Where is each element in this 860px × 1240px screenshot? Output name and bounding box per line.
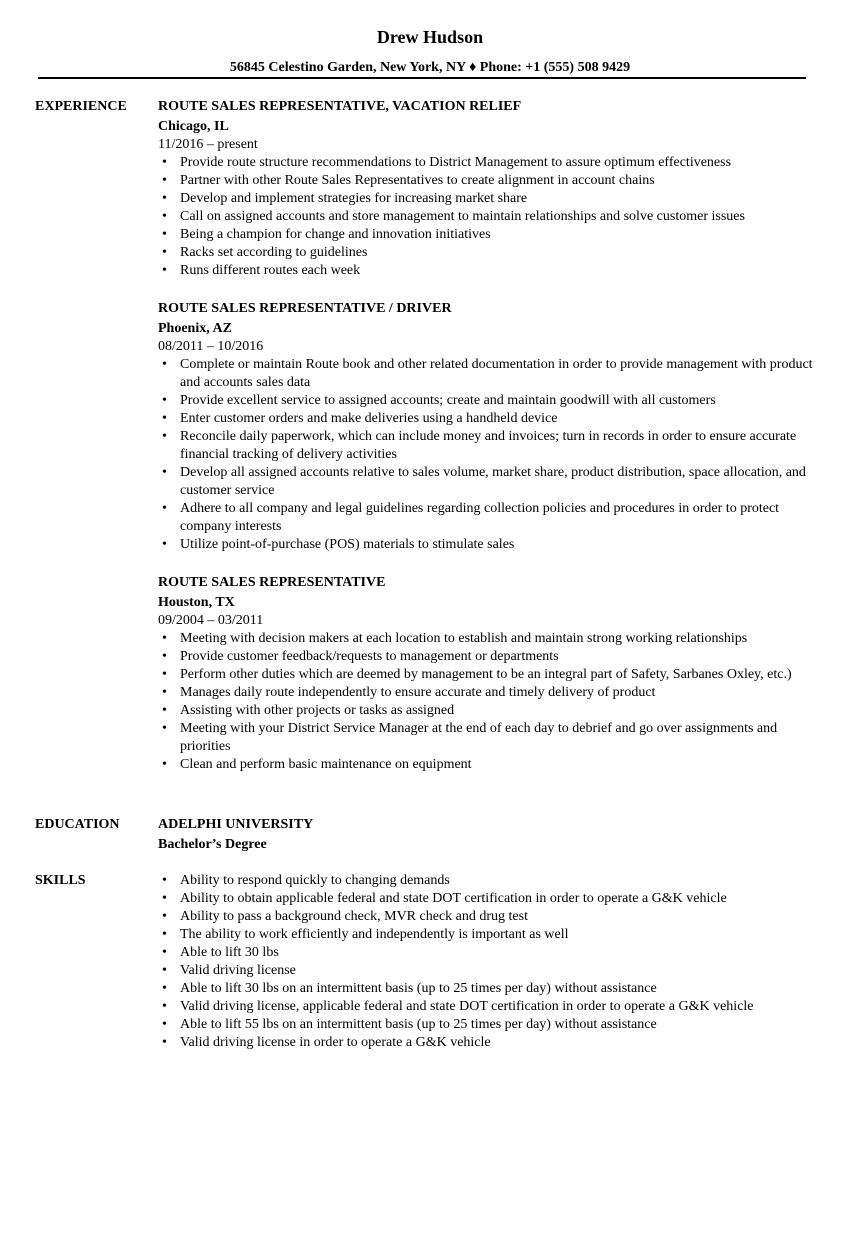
contact-line: 56845 Celestino Garden, New York, NY ♦ Phone: +1 (555) 508 9429	[229, 60, 631, 75]
job-location: Phoenix, AZ	[158, 321, 232, 336]
job-title: ROUTE SALES REPRESENTATIVE / DRIVER	[158, 301, 452, 316]
job-location: Houston, TX	[158, 595, 235, 610]
skill-item: • Ability to respond quickly to changing demands	[158, 872, 818, 890]
bullet-item: • Assisting with other projects or tasks as assigned	[158, 702, 818, 720]
skill-item: • Valid driving license, applicable federal and state DOT certification in order to operate a G&K vehicle	[158, 998, 818, 1016]
school-name: ADELPHI UNIVERSITY	[158, 817, 314, 832]
bullet-item: • Being a champion for change and innovation initiatives	[158, 226, 818, 244]
skill-item: • Ability to pass a background check, MVR check and drug test	[158, 908, 818, 926]
skill-item: • Able to lift 30 lbs	[158, 944, 818, 962]
bullet-item: • Adhere to all company and legal guidelines regarding collection policies and procedures in order to protect company interests	[158, 500, 818, 536]
section-heading-experience: EXPERIENCE	[35, 99, 127, 114]
job-entry	[158, 300, 818, 554]
bullet-item: • Partner with other Route Sales Representatives to create alignment in account chains	[158, 172, 818, 190]
bullet-item: • Provide customer feedback/requests to management or departments	[158, 648, 818, 666]
skill-item: • Able to lift 55 lbs on an intermittent basis (up to 25 times per day) without assistance	[158, 1016, 818, 1034]
bullet-item: • Develop and implement strategies for increasing market share	[158, 190, 818, 208]
job-dates: 08/2011 – 10/2016	[158, 339, 264, 354]
job-location: Chicago, IL	[158, 119, 229, 134]
skill-item: • Valid driving license	[158, 962, 818, 980]
job-bullets	[158, 630, 818, 774]
bullet-item: • Provide route structure recommendations to District Management to assure optimum effectiveness	[158, 154, 818, 172]
bullet-item: • Reconcile daily paperwork, which can include money and invoices; turn in records in order to ensure accurate financial tracking of delivery activities	[158, 428, 818, 464]
bullet-item: • Provide excellent service to assigned accounts; create and maintain goodwill with all customers	[158, 392, 818, 410]
job-title: ROUTE SALES REPRESENTATIVE	[158, 575, 386, 590]
header-divider	[38, 77, 806, 79]
bullet-item: • Runs different routes each week	[158, 262, 818, 280]
skill-item: • The ability to work efficiently and independently is important as well	[158, 926, 818, 944]
skill-item: • Valid driving license in order to operate a G&K vehicle	[158, 1034, 818, 1052]
job-entry	[158, 98, 818, 280]
job-title: ROUTE SALES REPRESENTATIVE, VACATION RELIEF	[158, 99, 522, 114]
bullet-item: • Call on assigned accounts and store management to maintain relationships and solve customer issues	[158, 208, 818, 226]
skill-item: • Able to lift 30 lbs on an intermittent basis (up to 25 times per day) without assistance	[158, 980, 818, 998]
bullet-item: • Racks set according to guidelines	[158, 244, 818, 262]
skills-list	[158, 872, 818, 1052]
section-heading-education: EDUCATION	[35, 817, 120, 832]
bullet-item: • Develop all assigned accounts relative to sales volume, market share, product distribution, space allocation, and customer service	[158, 464, 818, 500]
job-dates: 09/2004 – 03/2011	[158, 613, 264, 628]
job-entry	[158, 574, 818, 774]
job-bullets	[158, 154, 818, 280]
candidate-name: Drew Hudson	[376, 27, 484, 47]
bullet-item: • Complete or maintain Route book and other related documentation in order to provide management with product and accounts sales data	[158, 356, 818, 392]
bullet-item: • Clean and perform basic maintenance on equipment	[158, 756, 818, 774]
job-dates: 11/2016 – present	[158, 137, 258, 152]
skill-item: • Ability to obtain applicable federal and state DOT certification in order to operate a G&K vehicle	[158, 890, 818, 908]
education-entry	[158, 816, 818, 854]
bullet-item: • Enter customer orders and make deliveries using a handheld device	[158, 410, 818, 428]
bullet-item: • Utilize point-of-purchase (POS) materials to stimulate sales	[158, 536, 818, 554]
bullet-item: • Meeting with decision makers at each location to establish and maintain strong working relationships	[158, 630, 818, 648]
bullet-item: • Meeting with your District Service Manager at the end of each day to debrief and go over assignments and priorities	[158, 720, 818, 756]
bullet-item: • Perform other duties which are deemed by management to be an integral part of Safety, Sarbanes Oxley, etc.)	[158, 666, 818, 684]
degree: Bachelor’s Degree	[158, 837, 267, 852]
job-bullets	[158, 356, 818, 554]
section-heading-skills: SKILLS	[35, 873, 86, 888]
skills-entry	[158, 872, 818, 1052]
bullet-item: • Manages daily route independently to ensure accurate and timely delivery of product	[158, 684, 818, 702]
